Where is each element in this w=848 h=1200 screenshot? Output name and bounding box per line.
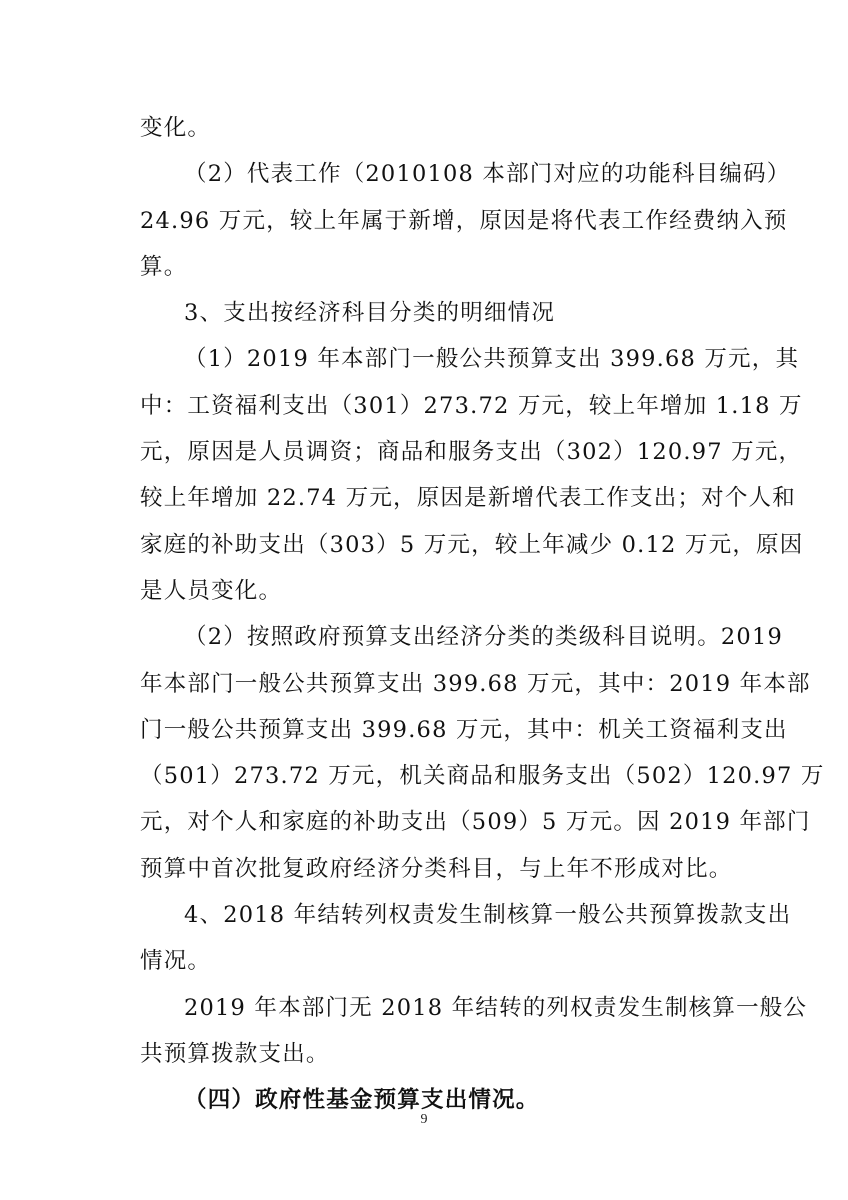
section-heading: 3、支出按经济科目分类的明细情况 bbox=[184, 300, 556, 327]
section-heading: 4、2018 年结转列权责发生制核算一般公共预算拨款支出 bbox=[184, 902, 792, 929]
text-line: （2）代表工作（2010108 本部门对应的功能科目编码） bbox=[184, 161, 791, 188]
text-line: 共预算拨款支出。 bbox=[140, 1040, 330, 1067]
page-number: 9 bbox=[420, 1112, 428, 1127]
text-line: 元，原因是人员调资；商品和服务支出（302）120.97 万元， bbox=[140, 439, 803, 466]
section-heading-bold: （四）政府性基金预算支出情况。 bbox=[184, 1087, 540, 1114]
text-line: 是人员变化。 bbox=[140, 577, 283, 604]
text-line: （1）2019 年本部门一般公共预算支出 399.68 万元，其 bbox=[184, 346, 800, 373]
text-line: 算。 bbox=[140, 253, 188, 280]
text-line: 中：工资福利支出（301）273.72 万元，较上年增加 1.18 万 bbox=[140, 392, 803, 419]
text-line: 预算中首次批复政府经济分类科目，与上年不形成对比。 bbox=[140, 855, 733, 882]
text-line: 年本部门一般公共预算支出 399.68 万元，其中：2019 年本部 bbox=[140, 670, 811, 697]
text-line: 2019 年本部门无 2018 年结转的列权责发生制核算一般公 bbox=[184, 994, 808, 1021]
text-line: 较上年增加 22.74 万元，原因是新增代表工作支出；对个人和 bbox=[140, 485, 796, 512]
text-line: 情况。 bbox=[140, 948, 212, 975]
text-line: 门一般公共预算支出 399.68 万元，其中：机关工资福利支出 bbox=[140, 716, 788, 743]
text-line: （2）按照政府预算支出经济分类的类级科目说明。2019 bbox=[184, 624, 783, 651]
text-line: 元，对个人和家庭的补助支出（509）5 万元。因 2019 年部门 bbox=[140, 809, 811, 836]
text-line: 家庭的补助支出（303）5 万元，较上年减少 0.12 万元，原因 bbox=[140, 531, 804, 558]
document-body bbox=[140, 105, 825, 1124]
text-line: （501）273.72 万元，机关商品和服务支出（502）120.97 万 bbox=[140, 763, 825, 790]
text-line: 24.96 万元，较上年属于新增，原因是将代表工作经费纳入预 bbox=[140, 207, 788, 234]
text-line: 变化。 bbox=[140, 115, 212, 141]
